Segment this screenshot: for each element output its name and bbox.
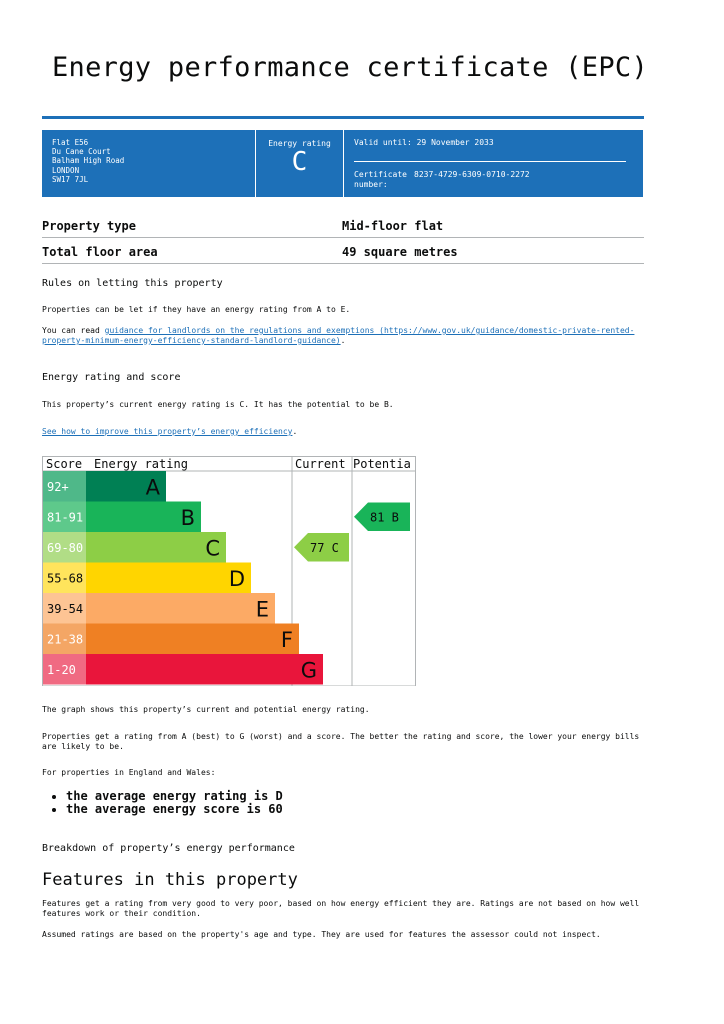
address-line: Du Cane Court xyxy=(52,147,111,157)
band-bar xyxy=(86,654,323,685)
band-score-label: 81-91 xyxy=(47,510,84,525)
band-bar xyxy=(86,593,275,624)
certificate-label-line: number: xyxy=(354,179,388,189)
improve-link-suffix: . xyxy=(292,427,298,436)
address-line: Balham High Road xyxy=(52,156,125,166)
property-type-label: Property type xyxy=(42,219,136,233)
header-energy-rating: Energy rating xyxy=(94,457,188,471)
energy-rating-box xyxy=(256,130,344,197)
header-potential: Potentia xyxy=(353,457,411,471)
current-rating-label: 77 C xyxy=(310,540,339,555)
property-type-row xyxy=(42,212,644,238)
band-score-label: 1-20 xyxy=(47,662,76,677)
floor-area-value: 49 square metres xyxy=(342,245,458,259)
letting-para-1: Properties can be let if they have an energy rating from A to E. xyxy=(42,305,351,314)
features-para-2: Assumed ratings are based on the property's age and type. They are used for features the assessor could not inspect. xyxy=(42,930,601,939)
floor-area-row xyxy=(42,238,644,264)
summary-banner xyxy=(42,130,644,197)
band-score-label: 92+ xyxy=(47,479,69,494)
breakdown-heading: Breakdown of property’s energy performance xyxy=(42,843,295,854)
header-score: Score xyxy=(46,457,83,471)
letting-para-2 xyxy=(42,326,642,346)
england-wales-intro: For properties in England and Wales: xyxy=(42,768,216,777)
validity-divider xyxy=(354,161,626,162)
band-letter: E xyxy=(255,597,269,622)
average-rating-item: • the average energy rating is D xyxy=(66,790,283,803)
letting-heading: Rules on letting this property xyxy=(42,278,223,289)
certificate-label xyxy=(354,170,414,189)
band-letter: F xyxy=(280,627,293,652)
improve-line xyxy=(42,427,642,437)
band-bar xyxy=(86,624,299,655)
band-score-label: 55-68 xyxy=(47,571,84,586)
improve-efficiency-link[interactable]: See how to improve this property’s energy efficiency xyxy=(42,427,293,436)
features-heading: Features in this property xyxy=(42,870,298,890)
rating-explanation: Properties get a rating from A (best) to G (worst) and a score. The better the rating and score, the lower your energy bills are likely to be. xyxy=(42,732,640,751)
band-bar xyxy=(86,563,251,594)
band-score-label: 39-54 xyxy=(47,601,84,616)
energy-rating-label: Energy rating xyxy=(268,139,331,148)
average-score-item: • the average energy score is 60 xyxy=(66,803,283,816)
address-block xyxy=(42,130,256,197)
energy-rating-value: C xyxy=(291,147,308,177)
title-divider xyxy=(42,116,644,119)
energy-rating-chart xyxy=(42,456,417,686)
header-current: Current xyxy=(295,457,346,471)
band-letter: D xyxy=(228,566,245,591)
certificate-number-row xyxy=(354,170,643,189)
band-letter: A xyxy=(145,475,160,500)
rating-para: This property’s current energy rating is C. It has the potential to be B. xyxy=(42,400,394,409)
band-letter: C xyxy=(205,536,220,561)
graph-caption: The graph shows this property’s current and potential energy rating. xyxy=(42,705,370,714)
certificate-number: 8237-4729-6309-0710-2272 xyxy=(414,170,530,179)
address-line: SW17 7JL xyxy=(52,174,89,184)
property-type-value: Mid-floor flat xyxy=(342,219,444,233)
letting-para-2-prefix: You can read xyxy=(42,326,105,335)
letting-para-2-suffix: . xyxy=(340,336,346,345)
validity-block xyxy=(344,130,644,197)
band-score-label: 69-80 xyxy=(47,540,84,555)
band-letter: B xyxy=(180,505,195,530)
certificate-label-line: Certificate xyxy=(354,170,407,179)
potential-rating-label: 81 B xyxy=(370,510,399,525)
page-title: Energy performance certificate (EPC) xyxy=(52,52,648,83)
floor-area-label: Total floor area xyxy=(42,245,158,259)
rating-heading: Energy rating and score xyxy=(42,372,181,383)
chart-bands xyxy=(43,471,323,685)
valid-until: Valid until: 29 November 2033 xyxy=(354,138,494,147)
features-para-1: Features get a rating from very good to very poor, based on how energy efficient they are. Ratings are not based on how well features work or their condition. xyxy=(42,899,640,918)
address-line: LONDON xyxy=(52,165,80,175)
average-list xyxy=(24,790,283,816)
landlord-guidance-link[interactable]: guidance for landlords on the regulations and exemptions (https://www.gov.uk/guidance/domestic-private-rented-property-minimum-energy-efficiency-standard-landlord-guidance) xyxy=(42,326,635,345)
address-line: Flat E56 xyxy=(52,138,89,147)
band-score-label: 21-38 xyxy=(47,632,84,647)
band-letter: G xyxy=(300,658,317,683)
